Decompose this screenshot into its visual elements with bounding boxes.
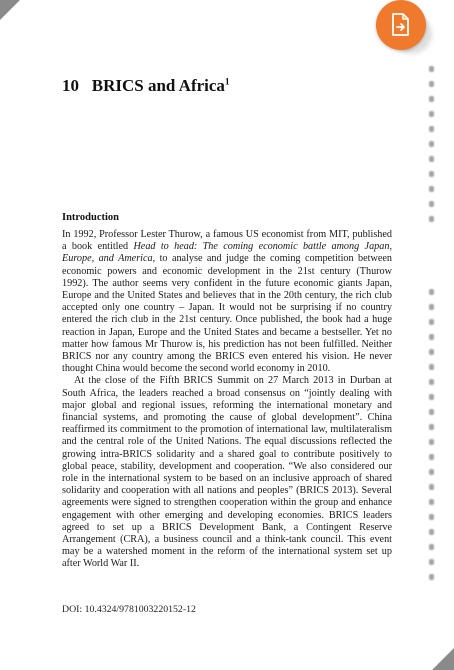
doi-line[interactable]: DOI: 10.4324/9781003220152-12: [62, 604, 196, 615]
section-heading: Introduction: [62, 212, 119, 223]
next-page-edge: [428, 66, 442, 589]
chapter-number: 10: [62, 76, 79, 95]
file-export-icon: [389, 12, 413, 38]
paragraph-1: In 1992, Professor Lester Thurow, a famous US economist from MIT, published a book entitled Head to head: The coming economic battle among Japan, Europe, and America, to analyse and judge the coming competition between economic powers and economic development in the 21st century (Thurow 1992). The author seems very confident in the future economic giants Japan, Europe and the United States and believes that in the 20th century, the rich club accepted only one country – Japan. It would not be surprising if no country entered the rich club in the 21st century. Once published, the book had a huge reaction in Japan, Europe and the United States and became a bestseller. Yet no matter how famous Mr Thurow is, his prediction has not been fulfilled. Neither BRICS nor any country among the BRICS even entered his vision. He never thought China would become the second world economy in 2010.: [62, 229, 392, 375]
paragraph-2: At the close of the Fifth BRICS Summit on 27 March 2013 in Durban at South Africa, the leaders reached a broad consensus on “jointly dealing with major global and regional issues, reforming the international monetary and financial systems, and promoting the cause of global development”. China reaffirmed its commitment to the promotion of international law, multilateralism and the central role of the United Nations. The equal discussions reflected the growing intra-BRICS solidarity and a shared goal to contribute positively to global peace, stability, development and cooperation. “We also considered our role in the international system to be based on an inclusive approach of shared solidarity and cooperation with all nations and peoples” (BRICS 2013). Several agreements were signed to strengthen cooperation within the group and enhance engagement with other emerging and developing economies. BRICS leaders agreed to set up a BRICS Development Bank, a Contingent Reserve Arrangement (CRA), a business council and a think-tank council. This event may be a watershed moment in the reform of the international system set up after World War II.: [62, 375, 392, 570]
page-corner-top-left[interactable]: [0, 0, 20, 20]
book-title: Head to head: The coming economic battle among Japan, Europe, and America: [62, 241, 392, 265]
chapter-title: [62, 76, 229, 96]
footnote-marker[interactable]: 1: [224, 76, 230, 87]
chapter-title-text: BRICS and Africa: [91, 76, 225, 95]
body-text: [62, 229, 392, 571]
page-corner-bottom-right[interactable]: [432, 648, 454, 670]
export-action-button[interactable]: [376, 0, 426, 50]
